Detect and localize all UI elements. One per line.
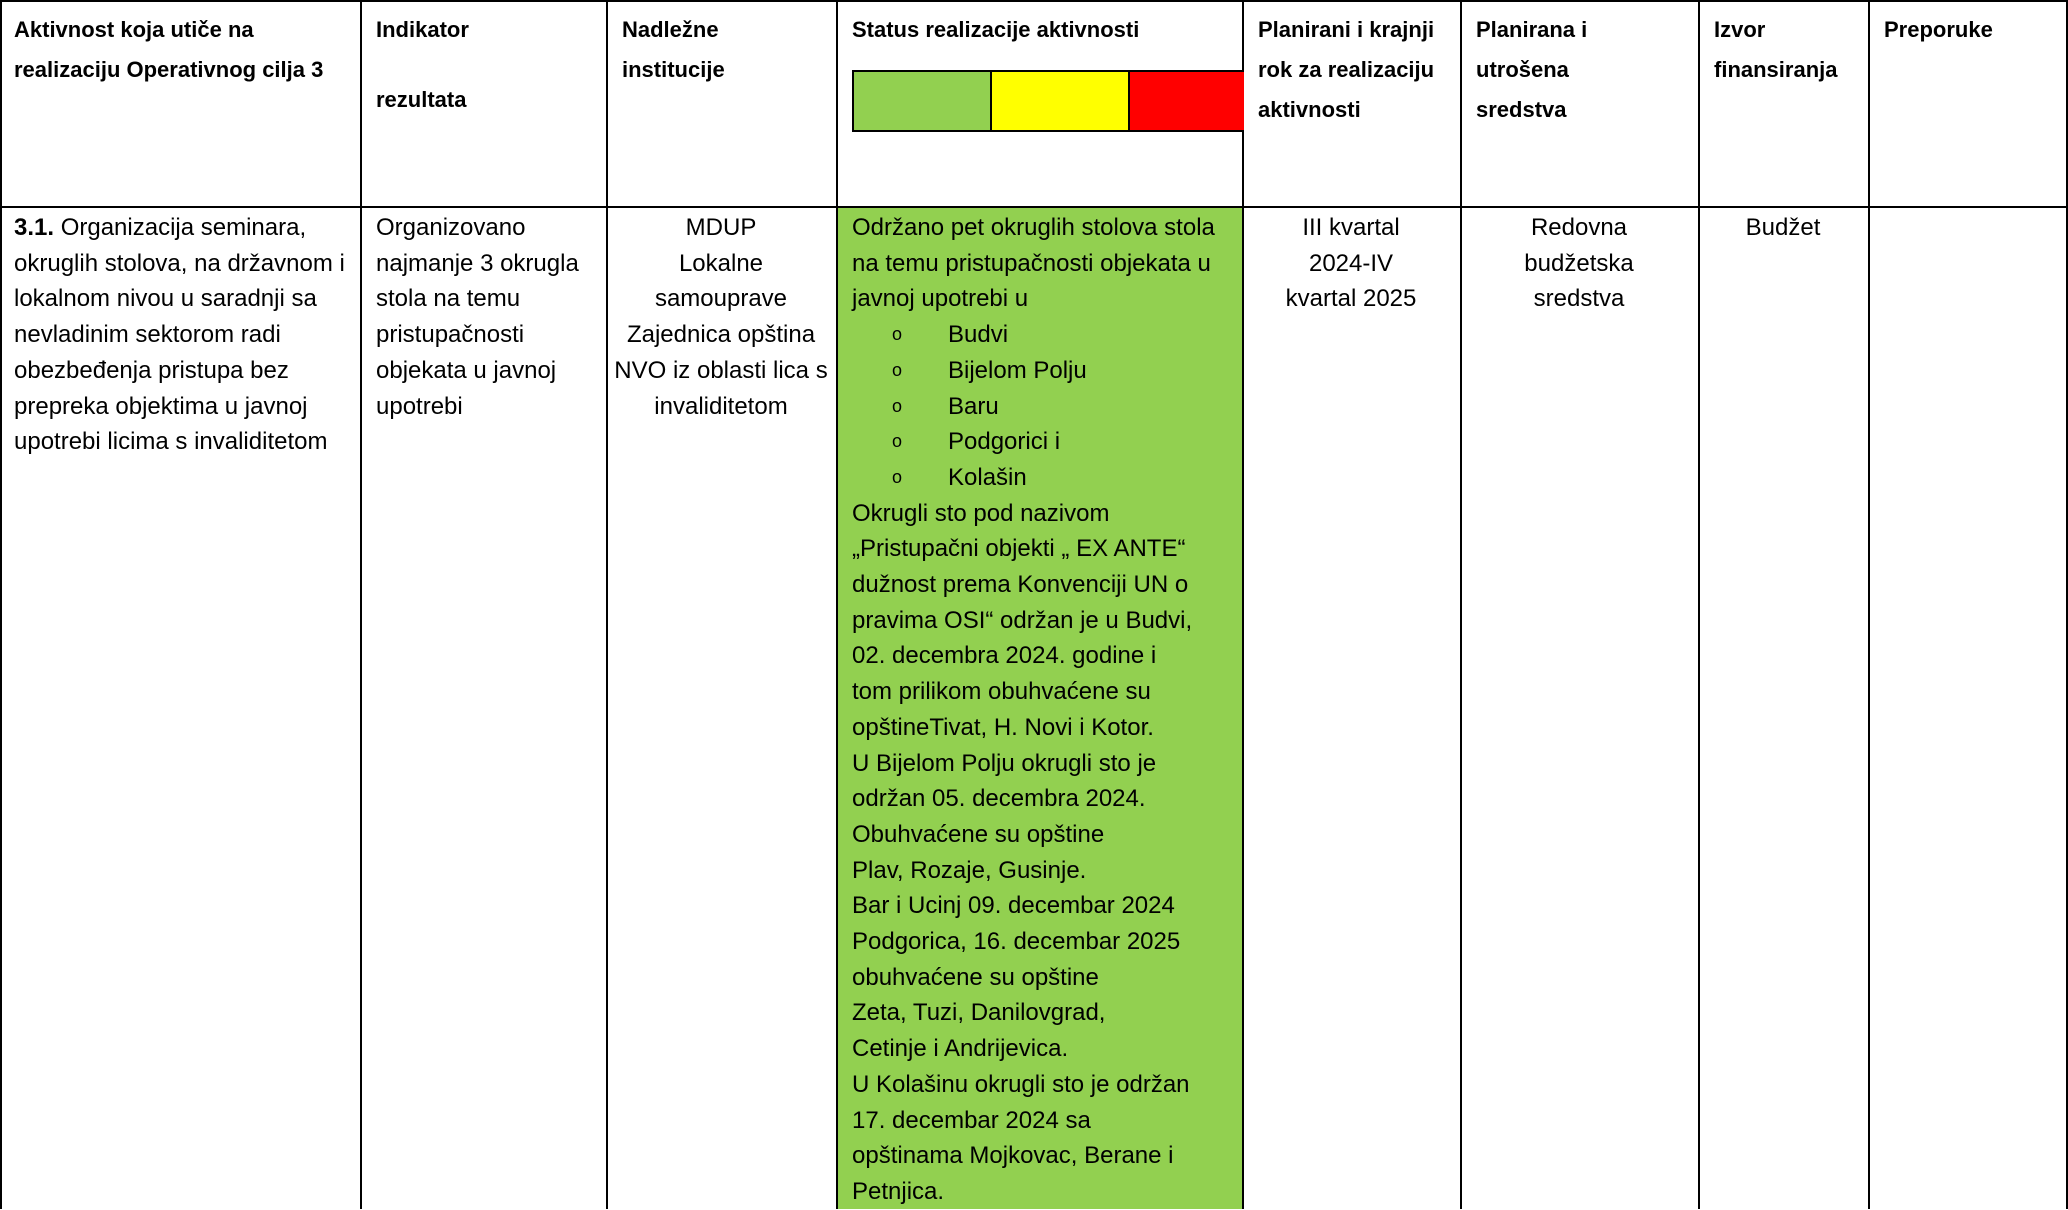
column-divider	[1460, 0, 1462, 1209]
status-line: Podgorica, 16. decembar 2025	[852, 928, 1181, 956]
bullet-icon: o	[892, 431, 903, 452]
row-funds	[1464, 210, 1694, 317]
table-row-divider	[0, 206, 2068, 208]
status-line: opštinama Mojkovac, Berane i	[852, 1142, 1174, 1170]
row-institutions	[612, 210, 830, 424]
status-line: 17. decembar 2024 sa	[852, 1106, 1091, 1134]
funds-line: sredstva	[1533, 285, 1625, 313]
column-divider	[606, 0, 608, 1209]
list-item	[852, 389, 1242, 425]
place-name: Bijelom Polju	[948, 356, 1087, 384]
deadline-line: 2024-IV	[1308, 249, 1394, 277]
header-institutions-label: Nadležne institucije	[622, 17, 725, 82]
bullet-icon: o	[892, 324, 903, 345]
status-legend-yellow	[990, 70, 1130, 132]
place-name: Budvi	[948, 321, 1009, 349]
activity-number: 3.1.	[14, 214, 55, 241]
funds-line: budžetska	[1524, 249, 1634, 277]
place-name: Podgorici i	[948, 428, 1061, 456]
status-line: Cetinje i Andrijevica.	[852, 1035, 1069, 1063]
status-line: opštineTivat, H. Novi i Kotor.	[852, 713, 1154, 741]
status-intro: Održano pet okruglih stolova stola na temu pristupačnosti objekata u javnoj upotrebi u	[852, 214, 1215, 313]
status-line: Obuhvaćene su opštine	[852, 820, 1105, 848]
header-indicator-line2: rezultata	[376, 87, 467, 112]
header-activity-label: Aktivnost koja utiče na realizaciju Operativnog cilja 3	[14, 17, 324, 82]
header-deadline	[1258, 10, 1454, 130]
header-activity	[14, 10, 350, 90]
header-recommendations-label: Preporuke	[1884, 17, 1993, 42]
status-line: Okrugli sto pod nazivom	[852, 499, 1110, 527]
status-line: Plav, Rozaje, Gusinje.	[852, 856, 1087, 884]
place-name: Kolašin	[948, 463, 1027, 491]
status-line: održan 05. decembra 2024.	[852, 785, 1146, 813]
row-indicator	[376, 210, 600, 424]
place-name: Baru	[948, 392, 999, 420]
status-line: tom prilikom obuhvaćene su	[852, 678, 1151, 706]
status-line: 02. decembra 2024. godine i	[852, 642, 1157, 670]
table-border-left	[0, 0, 2, 1209]
column-divider	[1242, 0, 1244, 1209]
list-item	[852, 424, 1242, 460]
status-places-list	[852, 317, 1242, 496]
header-deadline-label: Planirani i krajnji rok za realizaciju aktivnosti	[1258, 17, 1435, 122]
list-item	[852, 460, 1242, 496]
row-source	[1702, 210, 1864, 246]
status-line: „Pristupačni objekti „ EX ANTE“	[852, 535, 1186, 563]
status-line: Bar i Ucinj 09. decembar 2024	[852, 892, 1175, 920]
header-status	[852, 10, 1232, 50]
header-indicator	[376, 10, 598, 120]
column-divider	[1698, 0, 1700, 1209]
header-recommendations	[1884, 10, 2064, 50]
deadline-line: kvartal 2025	[1285, 285, 1417, 313]
column-divider	[360, 0, 362, 1209]
header-institutions	[622, 10, 822, 90]
status-line: Zeta, Tuzi, Danilovgrad,	[852, 999, 1106, 1027]
column-divider	[836, 0, 838, 1209]
header-source-label: Izvor finansiranja	[1714, 17, 1838, 82]
status-line: U Kolašinu okrugli sto je održan	[852, 1070, 1190, 1098]
bullet-icon: o	[892, 359, 903, 380]
table-border-top	[0, 0, 2068, 2]
bullet-icon: o	[892, 395, 903, 416]
header-funds-label: Planirana i utrošena sredstva	[1476, 17, 1588, 122]
status-line: U Bijelom Polju okrugli sto je	[852, 749, 1157, 777]
row-status	[852, 210, 1242, 1210]
header-indicator-line1: Indikator	[376, 17, 469, 42]
status-line: obuhvaćene su opštine	[852, 963, 1099, 991]
activity-text: Organizacija seminara, okruglih stolova, na državnom i lokalnom nivou u saradnji sa nevladinim sektorom radi obezbeđenja pristupa bez prepreka objektima u javnoj upotrebi licima s invaliditetom	[14, 214, 345, 456]
source-text: Budžet	[1745, 214, 1821, 241]
list-item	[852, 317, 1242, 353]
funds-line: Redovna	[1530, 214, 1628, 241]
institution-item: Zajednica opština NVO iz oblasti lica s invaliditetom	[614, 321, 828, 420]
status-line: dužnost prema Konvenciji UN o	[852, 571, 1189, 599]
indicator-text: Organizovano najmanje 3 okrugla stola na temu pristupačnosti objekata u javnoj upotrebi	[376, 214, 579, 420]
bullet-icon: o	[892, 466, 903, 487]
header-source	[1714, 10, 1864, 90]
institution-item: MDUP	[685, 214, 757, 241]
status-legend-red	[1128, 70, 1244, 132]
header-funds	[1476, 10, 1656, 130]
row-activity	[14, 210, 354, 460]
deadline-line: III kvartal	[1302, 214, 1400, 241]
status-legend-green	[852, 70, 992, 132]
column-divider	[1868, 0, 1870, 1209]
institution-item: Lokalne samouprave	[654, 249, 788, 313]
status-line: Petnjica.	[852, 1177, 945, 1205]
list-item	[852, 353, 1242, 389]
row-deadline	[1246, 210, 1456, 317]
header-status-label: Status realizacije aktivnosti	[852, 17, 1140, 42]
status-line: pravima OSI“ održan je u Budvi,	[852, 606, 1193, 634]
